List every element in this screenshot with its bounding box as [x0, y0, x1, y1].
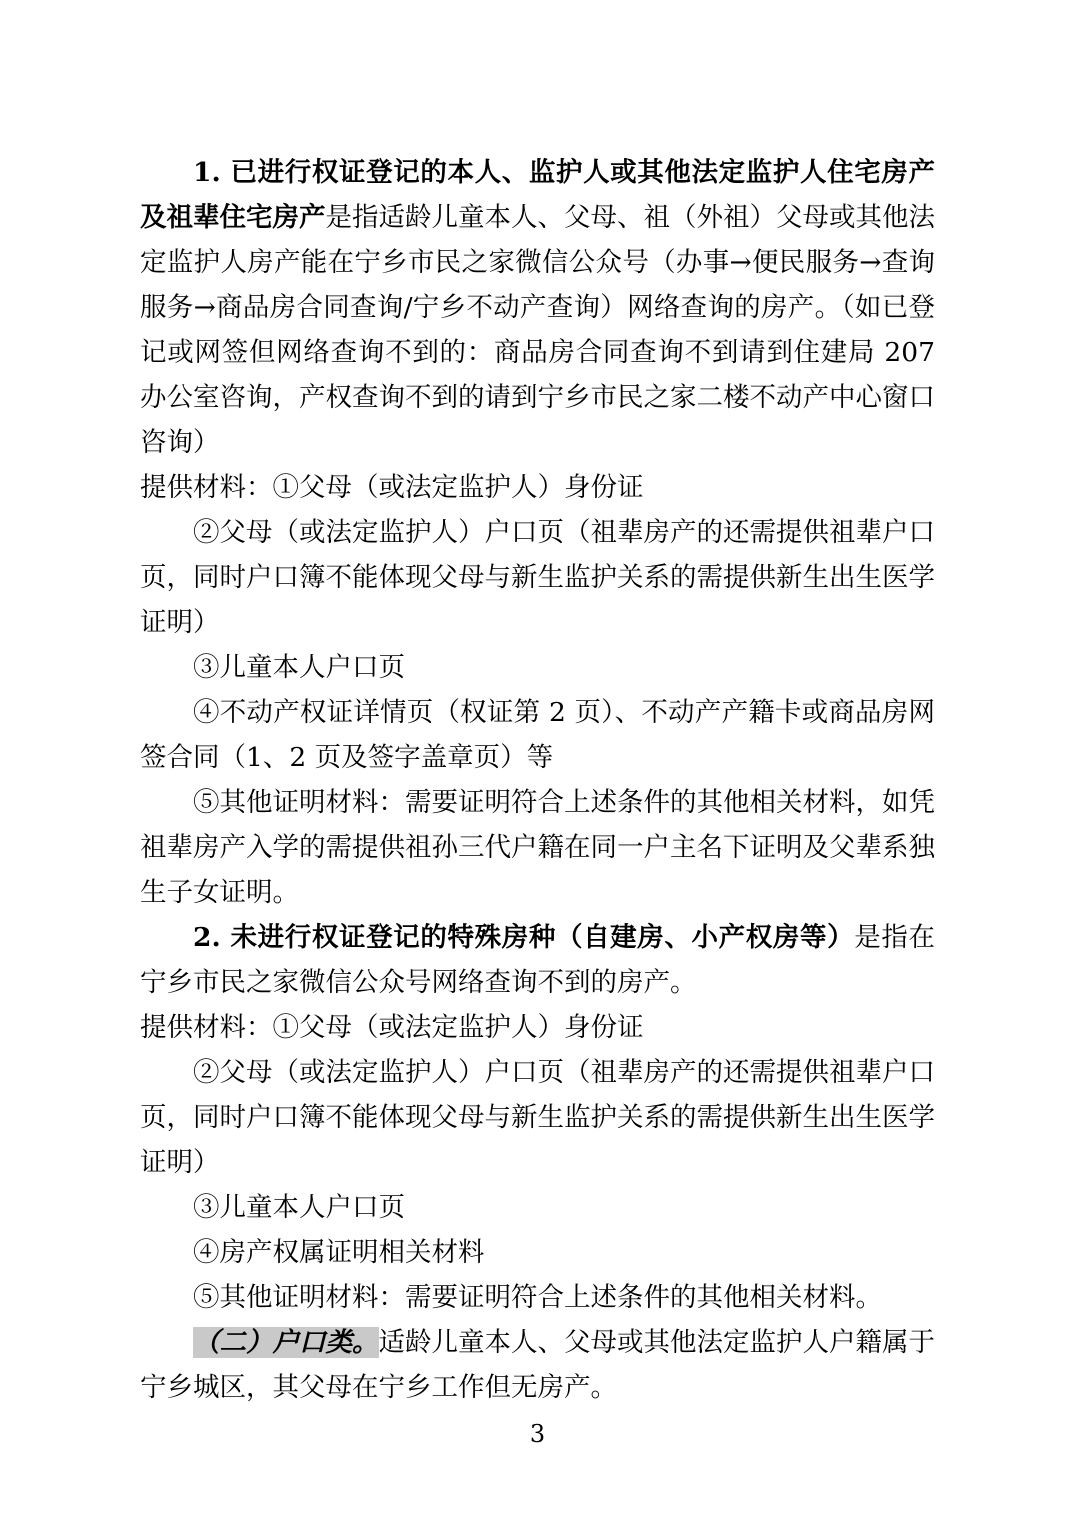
material-item-1-2 — [140, 510, 935, 645]
material-item-2-5 — [140, 1275, 935, 1320]
material-item-2-2 — [140, 1050, 935, 1185]
material-item-text-2-2: ②父母（或法定监护人）户口页（祖辈房产的还需提供祖辈户口页，同时户口簿不能体现父母与新生监护关系的需提供新生出生医学证明） — [140, 1057, 935, 1178]
paragraph-materials-intro-1 — [140, 465, 935, 510]
materials-intro-text-2: 提供材料：①父母（或法定监护人）身份证 — [140, 1012, 644, 1043]
material-item-1-4 — [140, 690, 935, 780]
material-item-text-1-3: ③儿童本人户口页 — [193, 652, 405, 683]
paragraph-lead-1: 1. 已进行权证登记的本人、监护人或其他法定监护人住宅房产及祖辈住宅房产 — [140, 157, 935, 233]
material-item-text-1-5: ⑤其他证明材料：需要证明符合上述条件的其他相关材料，如凭祖辈房产入学的需提供祖孙三代户籍在同一户主名下证明及父辈系独生子女证明。 — [140, 787, 935, 908]
material-item-text-2-3: ③儿童本人户口页 — [193, 1192, 405, 1223]
section-text-household: 适龄儿童本人、父母或其他法定监护人户籍属于宁乡城区，其父母在宁乡工作但无房产。 — [140, 1327, 935, 1403]
page-number: 3 — [529, 1420, 546, 1448]
section-heading-household: （二）户口类。 — [193, 1327, 379, 1358]
document-body — [140, 150, 935, 1410]
material-item-text-1-2: ②父母（或法定监护人）户口页（祖辈房产的还需提供祖辈户口页，同时户口簿不能体现父母与新生监护关系的需提供新生出生医学证明） — [140, 517, 935, 638]
materials-intro-text-1: 提供材料：①父母（或法定监护人）身份证 — [140, 472, 644, 503]
paragraph-text-1: 是指适龄儿童本人、父母、祖（外祖）父母或其他法定监护人房产能在宁乡市民之家微信公众号（办事→便民服务→查询服务→商品房合同查询/宁乡不动产查询）网络查询的房产。（如已登记或网签但网络查询不到的：商品房合同查询不到请到住建局 207 办公室咨询，产权查询不到的请到宁乡市民之家二楼不动产中心窗口咨询） — [140, 202, 935, 458]
paragraph-property-unregistered — [140, 915, 935, 1005]
material-item-text-1-4: ④不动产权证详情页（权证第 2 页）、不动产产籍卡或商品房网签合同（1、2 页及签字盖章页）等 — [140, 697, 935, 773]
paragraph-property-registered — [140, 150, 935, 465]
material-item-2-4 — [140, 1230, 935, 1275]
material-item-text-2-4: ④房产权属证明相关材料 — [193, 1237, 485, 1268]
paragraph-text-2: 是指在宁乡市民之家微信公众号网络查询不到的房产。 — [140, 922, 936, 998]
paragraph-section-household — [140, 1320, 935, 1410]
material-item-1-3 — [140, 645, 935, 690]
material-item-2-3 — [140, 1185, 935, 1230]
material-item-1-5 — [140, 780, 935, 915]
paragraph-materials-intro-2 — [140, 1005, 935, 1050]
material-item-text-2-5: ⑤其他证明材料：需要证明符合上述条件的其他相关材料。 — [193, 1282, 882, 1313]
paragraph-lead-2: 2. 未进行权证登记的特殊房种（自建房、小产权房等） — [193, 922, 855, 953]
